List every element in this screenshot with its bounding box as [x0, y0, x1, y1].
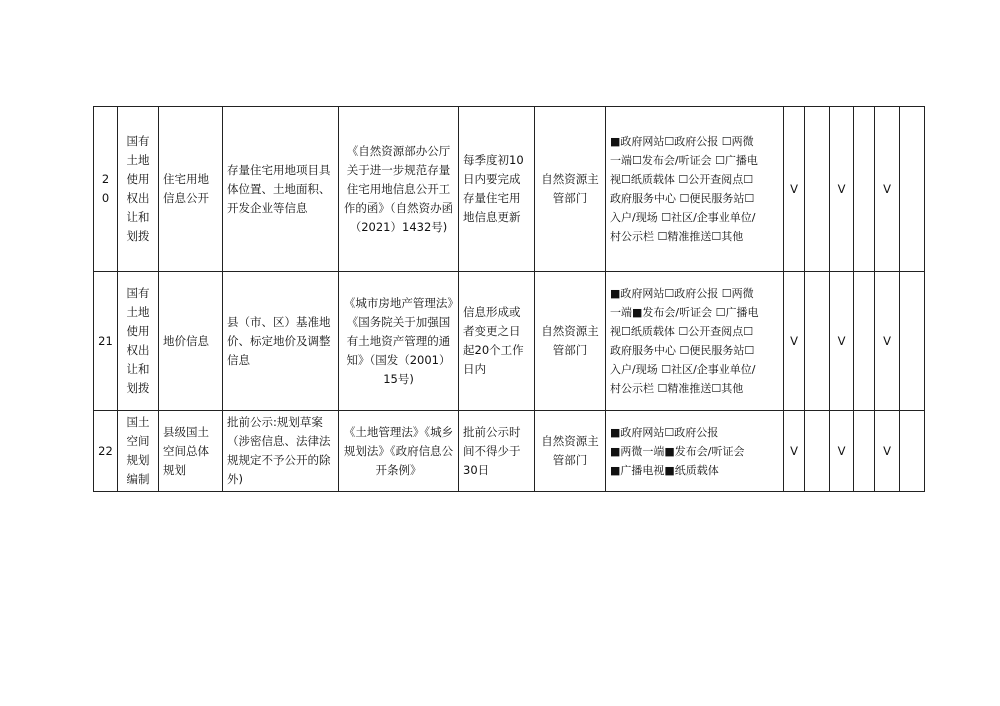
department-cell: 自然资源主管部门: [535, 411, 606, 492]
disclosure-table: [93, 106, 925, 492]
item-cell: 县级国土空间总体规划: [159, 411, 223, 492]
channel-line: 视☐纸质载体 ☐公开查阅点☐: [610, 325, 754, 338]
row-number-text: 21: [98, 333, 113, 348]
category-cell: 国有土地使用权出让和划拨: [118, 107, 159, 272]
empty-cell: [854, 411, 875, 492]
basis-cell: 《土地管理法》《城乡规划法》《政府信息公开条例》: [339, 411, 459, 492]
content-cell: 县（市、区）基准地价、标定地价及调整信息: [223, 272, 339, 411]
category-cell: 国土空间规划编制: [118, 411, 159, 492]
channel-line: ■政府网站☐政府公报: [610, 425, 719, 439]
table-row: [94, 411, 925, 492]
empty-cell: [854, 107, 875, 272]
mark-a-cell: V: [784, 107, 805, 272]
channel-line: ■政府网站☐政府公报 ☐两微: [610, 287, 754, 300]
empty-cell: [805, 411, 830, 492]
channel-line: ■两微一端■发布会/听证会: [610, 444, 745, 458]
channels-cell: [606, 107, 784, 272]
channels-cell: [606, 411, 784, 492]
mark-c-cell: V: [875, 107, 900, 272]
channel-line: 一端■发布会/听证会 ☐广播电: [610, 306, 759, 319]
department-cell: 自然资源主管部门: [535, 272, 606, 411]
category-cell: 国有土地使用权出让和划拨: [118, 272, 159, 411]
channel-line: 入户/现场 ☐社区/企事业单位/: [610, 211, 756, 224]
channel-line: 一端☐发布会/听证会 ☐广播电: [610, 154, 758, 167]
channel-line: 村公示栏 ☐精准推送☐其他: [610, 382, 744, 395]
channel-line: ■广播电视■纸质载体: [610, 463, 719, 477]
time-limit-cell: 批前公示时间不得少于30日: [459, 411, 535, 492]
mark-a-cell: V: [784, 272, 805, 411]
row-number-text: 22: [98, 443, 113, 458]
table-row: [94, 272, 925, 411]
empty-cell: [854, 272, 875, 411]
item-cell: 住宅用地信息公开: [159, 107, 223, 272]
table-row: [94, 107, 925, 272]
row-number-text: 2: [101, 172, 110, 186]
time-limit-cell: 每季度初10日内要完成存量住宅用地信息更新: [459, 107, 535, 272]
row-number: [94, 107, 118, 272]
empty-cell: [805, 107, 830, 272]
item-cell: 地价信息: [159, 272, 223, 411]
row-number: [94, 272, 118, 411]
mark-b-cell: V: [830, 411, 854, 492]
channel-line: 村公示栏 ☐精准推送☐其他: [610, 230, 744, 243]
content-cell: 存量住宅用地项目具体位置、土地面积、开发企业等信息: [223, 107, 339, 272]
time-limit-cell: 信息形成或者变更之日起20个工作日内: [459, 272, 535, 411]
row-number: [94, 411, 118, 492]
mark-c-cell: V: [875, 411, 900, 492]
empty-cell: [900, 411, 925, 492]
channel-line: ■政府网站☐政府公报 ☐两微: [610, 135, 754, 148]
channel-line: 政府服务中心 ☐便民服务站☐: [610, 192, 755, 205]
mark-a-cell: V: [784, 411, 805, 492]
channel-line: 政府服务中心 ☐便民服务站☐: [610, 344, 755, 357]
mark-b-cell: V: [830, 272, 854, 411]
empty-cell: [900, 272, 925, 411]
empty-cell: [805, 272, 830, 411]
channel-line: 视☐纸质载体 ☐公开查阅点☐: [610, 173, 754, 186]
empty-cell: [900, 107, 925, 272]
basis-cell: 《自然资源部办公厅关于进一步规范存量住宅用地信息公开工作的函》（自然资办函（2021）1432号): [339, 107, 459, 272]
content-cell: 批前公示:规划草案（涉密信息、法律法规规定不予公开的除外): [223, 411, 339, 492]
channels-cell: [606, 272, 784, 411]
row-number-text: 0: [101, 191, 110, 205]
channel-line: 入户/现场 ☐社区/企事业单位/: [610, 363, 756, 376]
basis-cell: 《城市房地产管理法》《国务院关于加强国有土地资产管理的通知》（国发（2001）15号): [339, 272, 459, 411]
mark-b-cell: V: [830, 107, 854, 272]
mark-c-cell: V: [875, 272, 900, 411]
department-cell: 自然资源主管部门: [535, 107, 606, 272]
